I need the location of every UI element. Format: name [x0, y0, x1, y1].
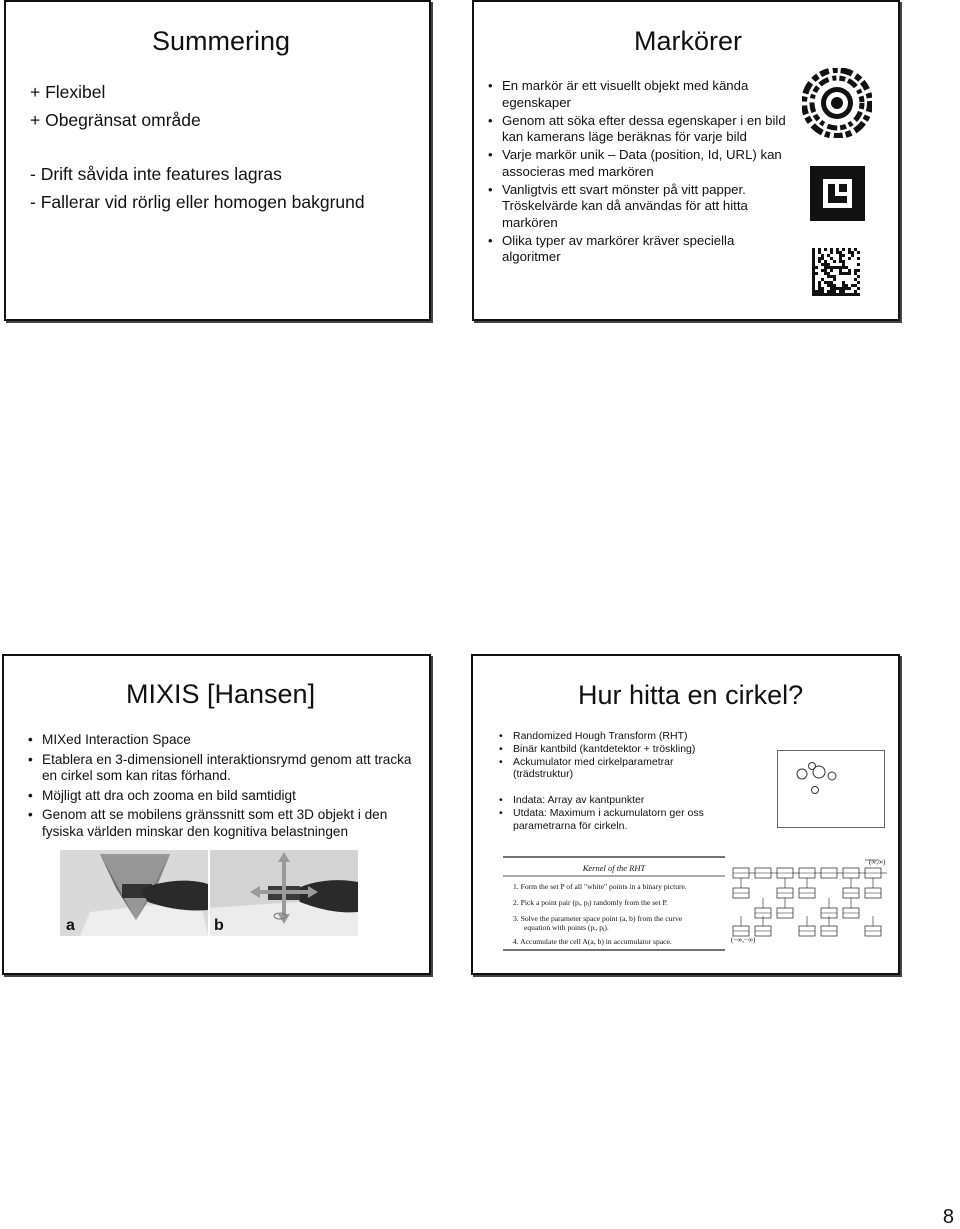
kernel-step: equation with points (pᵢ, pⱼ).: [524, 923, 609, 932]
slide-title: MIXIS [Hansen]: [126, 679, 316, 709]
list-item: - Fallerar vid rörlig eller homogen bakgrund: [30, 192, 365, 212]
bullet-list: [499, 730, 729, 833]
kernel-step: 4. Accumulate the cell A(a, b) in accumulator space.: [513, 937, 672, 946]
slide-summering: [4, 0, 431, 321]
tree-bottom-label: (−∞,−∞): [731, 936, 756, 944]
list-item: • Etablera en 3-dimensionell interaktionsrymd genom att tracka en cirkel som kan ritas förhand.: [28, 752, 418, 785]
list-item: • Binär kantbild (kantdetektor + tröskling): [499, 743, 729, 756]
slide-mixis: [2, 654, 431, 975]
list-item: • Olika typer av markörer kräver speciella algoritmer: [488, 233, 788, 266]
list-item: - Drift såvida inte features lagras: [30, 164, 282, 184]
list-item: • MIXed Interaction Space: [28, 732, 418, 749]
figure-label: b: [214, 917, 224, 934]
slide-title: Markörer: [634, 26, 743, 56]
list-item: • Möjligt att dra och zooma en bild samtidigt: [28, 788, 418, 805]
figure-label: a: [66, 917, 75, 934]
slide-title: Summering: [152, 26, 291, 56]
circular-marker-image: [802, 68, 872, 138]
list-item: • Varje markör unik – Data (position, Id, URL) kan associeras med markören: [488, 147, 788, 180]
kernel-step: 2. Pick a point pair (pᵢ, pⱼ) randomly from the set P.: [513, 898, 668, 907]
datamatrix-marker-image: [812, 248, 860, 296]
page-number: 8: [942, 1206, 954, 1228]
kernel-step: 1. Form the set P of all "white" points in a binary picture.: [513, 882, 687, 891]
accumulator-tree-figure: [729, 854, 891, 950]
list-item: • Utdata: Maximum i ackumulatorn ger oss parametrarna för cirkeln.: [499, 807, 729, 833]
list-item: + Flexibel: [30, 82, 106, 102]
list-item: • Genom att se mobilens gränssnitt som ett 3D objekt i den fysiska världen minskar den kognitiva belastningen: [28, 807, 418, 840]
rht-kernel-figure: [503, 856, 725, 952]
slide-title: Hur hitta en cirkel?: [578, 680, 804, 710]
summary-list: [30, 78, 365, 216]
bullet-list: [488, 78, 788, 267]
slide-markorer: [472, 0, 900, 321]
kernel-title: Kernel of the RHT: [582, 863, 646, 873]
bullet-list: [28, 732, 418, 843]
list-item: • Ackumulator med cirkelparametrar (trädstruktur): [499, 756, 729, 782]
square-marker-image: [810, 166, 865, 221]
slide-hur-hitta-cirkel: [471, 654, 900, 975]
list-item: + Obegränsat område: [30, 110, 201, 130]
circles-figure: [777, 750, 885, 828]
kernel-step: 3. Solve the parameter space point (a, b) from the curve: [513, 914, 683, 923]
list-item: • Genom att söka efter dessa egenskaper i en bild kan kamerans läge beräknas för varje bild: [488, 113, 788, 146]
mixis-photo-b: [208, 850, 358, 936]
tree-top-label: (∞,∞): [869, 858, 886, 866]
list-item: • Indata: Array av kantpunkter: [499, 794, 729, 807]
mixis-photo-a: [60, 850, 208, 936]
list-item: • Vanligtvis ett svart mönster på vitt papper. Tröskelvärde kan då användas för att hitta markören: [488, 182, 788, 232]
list-item: • En markör är ett visuellt objekt med kända egenskaper: [488, 78, 788, 111]
list-item: • Randomized Hough Transform (RHT): [499, 730, 729, 743]
